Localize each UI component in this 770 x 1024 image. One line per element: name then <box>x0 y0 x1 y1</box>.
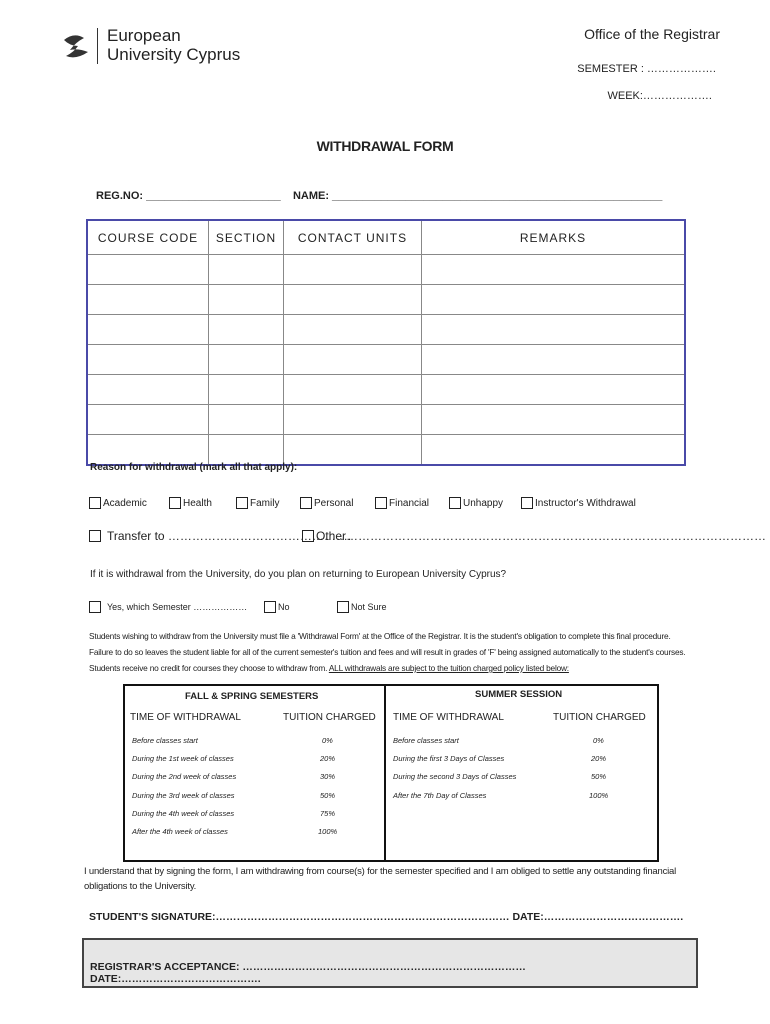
table-cell[interactable] <box>422 375 686 405</box>
checkbox[interactable] <box>337 601 349 613</box>
fall-spring-section <box>125 686 385 860</box>
su-row-time: During the first 3 Days of Classes <box>393 754 505 763</box>
university-logo <box>60 26 270 70</box>
option-label: Health <box>183 497 212 509</box>
table-cell[interactable] <box>284 255 422 285</box>
table-row <box>87 315 685 345</box>
su-col-tuition: TUITION CHARGED <box>553 712 646 723</box>
table-cell[interactable] <box>209 405 284 435</box>
withdrawal-notice <box>89 628 699 676</box>
logo-divider <box>97 28 98 64</box>
table-cell[interactable] <box>422 405 686 435</box>
notice-line: Students receive no credit for courses they choose to withdraw from. ALL withdrawals are subject to the tuition charged policy listed below: <box>89 663 569 673</box>
su-row-time: Before classes start <box>393 736 459 745</box>
table-cell[interactable] <box>284 375 422 405</box>
option-label: Transfer to ………………………………………. <box>107 529 352 543</box>
fs-col-time: TIME OF WITHDRAWAL <box>130 712 241 723</box>
semester-field[interactable]: SEMESTER : ………………. <box>577 63 716 75</box>
option-label: Other…………………………………………………………………………………………… <box>316 529 767 543</box>
checkbox[interactable] <box>449 497 461 509</box>
fs-row-time: During the 3rd week of classes <box>132 791 235 800</box>
fall-spring-title: FALL & SPRING SEMESTERS <box>185 691 319 702</box>
course-table <box>86 219 686 466</box>
fs-row-charge: 0% <box>322 736 333 745</box>
fs-row-charge: 50% <box>320 791 336 800</box>
table-cell[interactable] <box>422 435 686 466</box>
return-yes[interactable] <box>89 601 247 613</box>
table-cell[interactable] <box>209 255 284 285</box>
table-row <box>87 255 685 285</box>
su-col-time: TIME OF WITHDRAWAL <box>393 712 504 723</box>
table-cell[interactable] <box>87 345 209 375</box>
option-label: Yes, which Semester ……………… <box>107 602 248 612</box>
table-cell[interactable] <box>284 345 422 375</box>
table-cell[interactable] <box>284 315 422 345</box>
return-options <box>89 601 489 615</box>
fs-row-charge: 20% <box>320 754 336 763</box>
table-cell[interactable] <box>87 375 209 405</box>
regno-field[interactable]: REG.NO: ______________________ <box>96 190 281 202</box>
table-cell[interactable] <box>422 345 686 375</box>
su-row-charge: 20% <box>591 754 607 763</box>
option-label: Unhappy <box>463 497 504 509</box>
reason-family[interactable] <box>236 497 279 509</box>
reason-health[interactable] <box>169 497 212 509</box>
reason-other[interactable] <box>302 529 766 543</box>
checkbox[interactable] <box>375 497 387 509</box>
table-cell[interactable] <box>209 315 284 345</box>
col-section: SECTION <box>209 220 284 255</box>
checkbox[interactable] <box>169 497 181 509</box>
fs-row-time: Before classes start <box>132 736 198 745</box>
reason-unhappy[interactable] <box>449 497 503 509</box>
summer-section <box>387 686 657 860</box>
option-label: Family <box>250 497 280 509</box>
table-cell[interactable] <box>209 435 284 466</box>
table-cell[interactable] <box>87 255 209 285</box>
return-question: If it is withdrawal from the University, do you plan on returning to European University Cyprus? <box>90 569 507 580</box>
course-table-header <box>87 220 685 255</box>
option-label: Financial <box>389 497 430 509</box>
reason-title: Reason for withdrawal (mark all that apply): <box>90 462 298 473</box>
fs-row-charge: 75% <box>320 809 336 818</box>
reason-instructor-withdrawal[interactable] <box>521 497 636 509</box>
student-signature-line[interactable]: STUDENT'S SIGNATURE:………………………………………………………………………… DATE:…………………………………. <box>89 911 684 923</box>
fs-row-charge: 30% <box>320 772 336 781</box>
reason-personal[interactable] <box>300 497 353 509</box>
option-label: Academic <box>103 497 147 509</box>
su-row-time: During the second 3 Days of Classes <box>393 772 517 781</box>
su-row-charge: 100% <box>589 791 609 800</box>
checkbox[interactable] <box>89 497 101 509</box>
su-row-charge: 50% <box>591 772 607 781</box>
notice-line: Students wishing to withdraw from the University must file a 'Withdrawal Form' at the Office of the Registrar. It is the student's obligation to complete this final procedure. <box>89 631 671 641</box>
agreement-text: I understand that by signing the form, I am withdrawing from course(s) for the semester specified and I am obliged to settle any outstanding financial obligations to the University. <box>84 866 677 892</box>
logo-text-line1: European <box>107 26 181 45</box>
reason-options-2 <box>89 529 767 547</box>
table-cell[interactable] <box>284 405 422 435</box>
table-row <box>87 435 685 466</box>
fs-row-time: After the 4th week of classes <box>132 827 228 836</box>
reason-academic[interactable] <box>89 497 147 509</box>
logo-mark-icon <box>60 30 94 64</box>
table-row <box>87 375 685 405</box>
checkbox[interactable] <box>264 601 276 613</box>
table-cell[interactable] <box>422 315 686 345</box>
checkbox[interactable] <box>89 601 101 613</box>
identity-row <box>96 190 662 202</box>
option-label: No <box>278 602 290 612</box>
checkbox[interactable] <box>89 530 101 542</box>
tuition-policy-table <box>123 684 659 862</box>
table-cell[interactable] <box>209 345 284 375</box>
logo-text-line2: University Cyprus <box>107 45 241 64</box>
table-cell[interactable] <box>87 315 209 345</box>
checkbox[interactable] <box>521 497 533 509</box>
option-label: Not Sure <box>351 602 387 612</box>
col-remarks: REMARKS <box>422 220 686 255</box>
fs-row-charge: 100% <box>318 827 338 836</box>
table-cell[interactable] <box>87 435 209 466</box>
fs-row-time: During the 1st week of classes <box>132 754 234 763</box>
table-row <box>87 345 685 375</box>
notice-line: Failure to do so leaves the student liable for all of the current semester's tuition and fees and will result in grades of 'F' being assigned automatically to the student's courses. <box>89 647 686 657</box>
table-cell[interactable] <box>284 285 422 315</box>
fs-row-time: During the 2nd week of classes <box>132 772 237 781</box>
option-label: Instructor's Withdrawal <box>535 497 636 509</box>
table-cell[interactable] <box>87 405 209 435</box>
table-cell[interactable] <box>209 375 284 405</box>
table-cell[interactable] <box>422 255 686 285</box>
policy-link-text: ALL withdrawals are subject to the tuition charged policy listed below: <box>328 663 569 673</box>
table-cell[interactable] <box>209 285 284 315</box>
table-cell[interactable] <box>87 285 209 315</box>
checkbox[interactable] <box>236 497 248 509</box>
reason-financial[interactable] <box>375 497 429 509</box>
table-cell[interactable] <box>422 285 686 315</box>
name-field[interactable]: NAME: ______________________________________________________ <box>292 190 663 202</box>
table-row <box>87 405 685 435</box>
fs-row-time: During the 4th week of classes <box>132 809 235 818</box>
registrar-acceptance-box <box>82 938 698 988</box>
reason-options <box>89 497 709 513</box>
checkbox[interactable] <box>302 530 314 542</box>
week-field[interactable]: WEEK:………………. <box>607 90 712 102</box>
summer-title: SUMMER SESSION <box>475 689 563 700</box>
su-row-time: After the 7th Day of Classes <box>393 791 487 800</box>
fs-col-tuition: TUITION CHARGED <box>283 712 376 723</box>
option-label: Personal <box>314 497 354 509</box>
checkbox[interactable] <box>300 497 312 509</box>
col-contact-units: CONTACT UNITS <box>284 220 422 255</box>
col-course-code: COURSE CODE <box>87 220 209 255</box>
table-cell[interactable] <box>284 435 422 466</box>
su-row-charge: 0% <box>593 736 604 745</box>
return-no[interactable] <box>264 601 290 613</box>
return-not-sure[interactable] <box>337 601 387 613</box>
page-title: WITHDRAWAL FORM <box>316 138 454 154</box>
registrar-acceptance-line[interactable]: REGISTRAR'S ACCEPTANCE: ………………………………………………………………………DATE:…………………………………. <box>90 961 526 985</box>
table-row <box>87 285 685 315</box>
office-label: Office of the Registrar <box>584 26 720 42</box>
